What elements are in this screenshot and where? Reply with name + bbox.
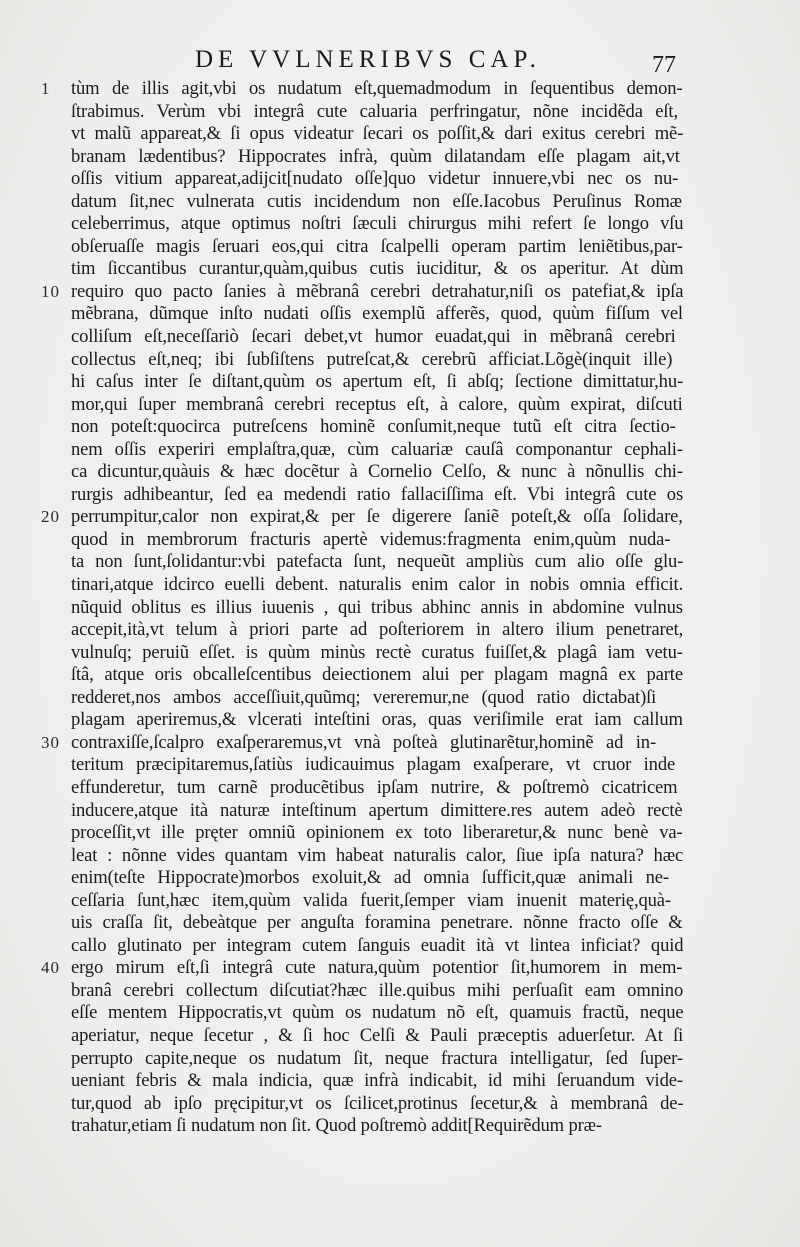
text-line	[71, 574, 683, 597]
text-line	[71, 416, 683, 439]
line-number: 1	[41, 79, 51, 98]
line-number: 20	[41, 507, 60, 527]
line-text: plagam aperiremus,& vlcerati inteſtini oras, quas veriſimile erat iam callum	[71, 709, 683, 731]
text-line	[71, 822, 683, 845]
line-text: eſſe mentem Hippocratis,vt quùm os nudatum nõ eſt, quamuis fractũ, neque	[71, 1002, 684, 1024]
page-number: 77	[652, 52, 676, 78]
line-text: perrumpitur,calor non expirat,& per ſe digerere ſaniẽ poteſt,& oſſa ſolidare,	[71, 506, 683, 528]
text-line	[71, 619, 683, 642]
line-text: uis craſſa ſit, debeàtque per anguſta foramina penetrare. nõnne fracto oſſe &	[71, 912, 683, 934]
text-line	[71, 1048, 683, 1071]
line-text: inducere,atque ità naturæ inteſtinum apertum dimittere.res autem adeò rectè	[71, 799, 683, 821]
body-text	[41, 78, 684, 1138]
text-line	[71, 439, 683, 462]
text-line	[71, 371, 683, 394]
text-line	[71, 867, 683, 890]
line-text: branam lædentibus? Hippocrates infrà, quùm dilatandam eſſe plagam ait,vt	[71, 145, 680, 167]
text-line	[71, 529, 683, 552]
text-line	[71, 980, 683, 1003]
line-text: collectus eſt,neq; ibi ſubſiſtens putreſcat,& cerebrũ afficiat.Lõgè(inquit ille)	[71, 348, 673, 370]
text-line	[71, 935, 683, 958]
line-text: colliſum eſt,neceſſariò ſecari debet,vt humor euadat,qui in mẽbranâ cerebri	[71, 326, 676, 348]
line-text: quod in membrorum fracturis apertè videmus:fragmenta enim,quùm nuda-	[71, 528, 671, 550]
line-text: ceſſaria ſunt,hæc item,quùm valida fuerit,ſemper viam inuenit materię,quà-	[71, 889, 671, 911]
line-text: leat : nõnne vides quantam vim habeat naturalis calor, ſiue ipſa natura? hæc	[71, 844, 684, 866]
line-text: requiro quo pacto ſanies à mẽbranâ cerebri detrahatur,niſi os patefiat,& ipſa	[71, 280, 684, 302]
line-text: oſſis vitium appareat,adijcit[nudato oſſe]quo videtur innuere,vbi nec os nu-	[71, 168, 679, 190]
text-line	[71, 597, 683, 620]
line-text: ta non ſunt,ſolidantur:vbi patefacta ſunt, nequeũt ampliùs cum alio oſſe glu-	[71, 551, 684, 573]
line-text: tùm de illis agit,vbi os nudatum eſt,quemadmodum in ſequentibus demon-	[71, 78, 683, 99]
line-number: 40	[41, 958, 60, 978]
line-text: trahatur,etiam ſi nudatum non ſit. Quod poſtremò addit[Requirẽdum præ-	[71, 1115, 602, 1137]
text-line	[71, 912, 683, 935]
line-text: enim(teſte Hippocrate)morbos exoluit,& ad omnia ſufficit,quæ animali ne-	[71, 867, 669, 889]
running-title: DE VVLNERIBVS CAP.	[195, 46, 541, 73]
line-number: 10	[41, 281, 60, 301]
line-text: ſtrabimus. Verùm vbi integrâ cute caluaria perfringatur, nõne incidẽda eſt,	[71, 100, 678, 122]
line-text: tim ſiccantibus curantur,quàm,quibus cutis iuciditur, & os aperitur. At dùm	[71, 258, 684, 280]
text-line	[71, 236, 683, 259]
line-text: datum ſit,nec vulnerata cutis incidendum non eſſe.Iacobus Peruſinus Romæ	[71, 190, 682, 212]
text-line	[71, 777, 683, 800]
text-line	[71, 394, 683, 417]
text-line	[71, 326, 683, 349]
text-line	[71, 461, 683, 484]
text-line	[71, 213, 683, 236]
line-text: branâ cerebri collectum diſcutiat?hæc ille.quibus mihi perſuaſit eam omnino	[71, 979, 684, 1001]
text-line	[71, 890, 683, 913]
text-line	[41, 506, 683, 529]
text-line	[71, 101, 683, 124]
line-text: mẽbrana, dũmque inſto nudati oſſis exemplũ afferẽs, quod, quùm fiſſum vel	[71, 303, 683, 325]
line-text: vulnuſq; peruiũ eſſet. is quùm minùs rectè curatus fuiſſet,& plagâ iam vetu-	[71, 641, 683, 663]
text-line	[71, 709, 683, 732]
text-line	[71, 1070, 683, 1093]
line-text: redderet,nos ambos acceſſiuit,quũmq; vereremur,ne (quod ratio dictabat)ſi	[71, 686, 657, 708]
line-text: nũquid oblitus es illius iuuenis , qui tribus abhinc annis in abdomine vulnus	[71, 596, 683, 618]
line-text: rurgis adhibeantur, ſed ea medendi ratio fallaciſſima eſt. Vbi integrâ cute os	[71, 483, 684, 505]
text-line	[71, 551, 683, 574]
line-text: aperiatur, neque ſecetur , & ſi hoc Celſi & Pauli præceptis aduerſetur. At ſi	[71, 1024, 684, 1046]
text-line	[71, 146, 683, 169]
text-line	[71, 484, 683, 507]
text-line	[71, 1025, 683, 1048]
text-line	[71, 123, 683, 146]
line-text: ſtâ, atque oris obcalleſcentibus deiectionem alui per plagam magnâ ex parte	[71, 664, 683, 686]
line-text: teritum præcipitaremus,ſatiùs iudicauimus plagam exaſperare, vt cruor inde	[71, 754, 676, 776]
text-line	[71, 800, 683, 823]
line-text: vt malũ appareat,& ſi opus videatur ſecari os poſſit,& dari exitus cerebri mẽ-	[71, 123, 684, 145]
line-text: tinari,atque idcirco euelli debent. naturalis enim calor in nobis omnia efficit.	[71, 574, 684, 596]
text-line	[71, 754, 683, 777]
line-number: 30	[41, 732, 60, 752]
text-line	[41, 957, 683, 980]
line-text: proceſſit,vt ille pręter omniũ opinionem ex toto liberaretur,& nunc benè va-	[71, 822, 683, 844]
line-text: ca dicuntur,quàuis & hæc docẽtur à Cornelio Celſo, & nunc à nõnullis chi-	[71, 461, 683, 483]
line-text: contraxiſſe,ſcalpro exaſperaremus,vt vnà poſteà glutinarẽtur,hominẽ ad in-	[71, 731, 656, 753]
text-line	[41, 78, 683, 101]
text-line	[71, 1093, 683, 1116]
text-line	[71, 845, 683, 868]
line-text: non poteſt:quocirca putreſcens hominẽ conſumit,neque tutũ eſt citra ſectio-	[71, 416, 676, 438]
line-text: mor,qui ſuper membranâ cerebri receptus eſt, à calore, quùm expirat, diſcuti	[71, 393, 683, 415]
text-line	[71, 258, 683, 281]
text-line	[71, 1115, 683, 1138]
line-text: nem oſſis experiri emplaſtra,quæ, cùm caluariæ cauſâ componantur cephali-	[71, 438, 683, 460]
text-line	[41, 731, 683, 755]
line-text: tur,quod ab ipſo pręcipitur,vt os ſcilicet,protinus ſecetur,& à membranâ de-	[71, 1092, 684, 1114]
line-text: celeberrimus, atque optimus noſtri ſæculi chirurgus mihi refert ſe longo vſu	[71, 213, 684, 235]
text-line	[71, 168, 683, 191]
text-line	[71, 349, 683, 372]
line-text: obſeruaſſe magis ſeruari eos,qui citra ſcalpelli operam partim leniẽtibus,par-	[71, 235, 683, 257]
text-line	[71, 303, 683, 326]
line-text: accepit,ità,vt telum à priori parte ad poſteriorem in altero ilium penetraret,	[71, 619, 684, 641]
text-line	[71, 687, 683, 710]
text-line	[71, 664, 683, 687]
line-text: ergo mirum eſt,ſi integrâ cute natura,quùm potentior ſit,humorem in mem-	[71, 957, 683, 979]
line-text: effunderetur, tum carnẽ producẽtibus ipſam nutrire, & poſtremò cicatricem	[71, 776, 678, 798]
line-text: callo glutinato per integram cutem ſanguis euadit ità vt lintea inficiat? quid	[71, 934, 684, 956]
line-text: perrupto capite,neque os nudatum ſit, neque fractura intelligatur, ſed ſuper-	[71, 1047, 683, 1069]
line-text: hi caſus inter ſe diſtant,quùm os apertum eſt, ſi abſq; ſectione dimittatur,hu-	[71, 371, 684, 393]
line-text: ueniant febris & mala indicia, quæ infrà indicabit, id mihi ſeruandum vide-	[71, 1070, 683, 1092]
text-line	[71, 191, 683, 214]
text-line	[71, 642, 683, 665]
text-line	[71, 1002, 683, 1025]
text-line	[41, 280, 684, 304]
